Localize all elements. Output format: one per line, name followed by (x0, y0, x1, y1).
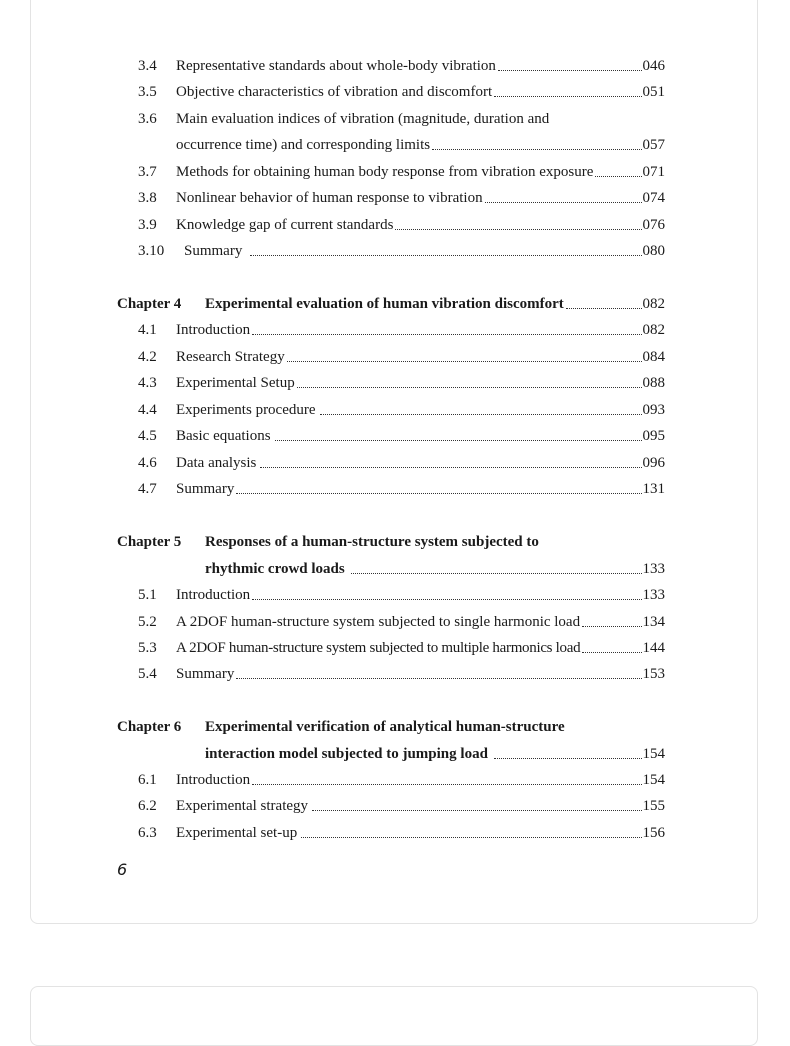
page-ref: 154 (642, 772, 665, 788)
leader-dots (494, 96, 641, 97)
page-ref: 076 (642, 217, 665, 233)
leader-dots (582, 652, 641, 653)
toc-chapter-6[interactable] (117, 715, 665, 737)
toc-chapter-5[interactable] (117, 530, 665, 552)
toc-entry-4-7[interactable] (138, 477, 665, 499)
toc-entry-5-4[interactable] (138, 662, 665, 684)
toc-chapter-4[interactable] (117, 292, 665, 314)
section-title: Introduction (176, 587, 251, 603)
page-ref: 153 (642, 666, 665, 682)
toc-entry-3-5[interactable] (138, 80, 665, 102)
page-number: 6 (117, 860, 128, 879)
chapter-number: Chapter 4 (117, 296, 182, 312)
leader-dots (287, 361, 642, 362)
section-number: 4.7 (138, 481, 157, 497)
leader-dots (395, 229, 641, 230)
leader-dots (252, 599, 641, 600)
page-ref: 144 (642, 640, 665, 656)
leader-dots (498, 70, 642, 71)
leader-dots (595, 176, 641, 177)
page-ref: 082 (642, 296, 665, 312)
section-title: Research Strategy (176, 349, 285, 365)
leader-dots (297, 387, 642, 388)
leader-dots (566, 308, 642, 309)
page-ref: 156 (642, 825, 665, 841)
section-title: Representative standards about whole-body vibration (176, 58, 496, 74)
page-ref: 155 (642, 798, 665, 814)
section-number: 5.3 (138, 640, 157, 656)
section-number: 4.1 (138, 322, 157, 338)
chapter-title: Responses of a human-structure system subjected to (205, 534, 539, 550)
page-ref: 080 (642, 243, 665, 259)
page-ref: 095 (642, 428, 665, 444)
toc-entry-6-2[interactable] (138, 794, 665, 816)
leader-dots (485, 202, 642, 203)
page-ref: 134 (642, 614, 665, 630)
page-ref: 133 (642, 561, 665, 577)
section-number: 4.3 (138, 375, 157, 391)
chapter-title: Experimental verification of analytical human-structure (205, 719, 565, 735)
page-ref: 084 (642, 349, 665, 365)
section-number: 5.1 (138, 587, 157, 603)
leader-dots (260, 467, 641, 468)
section-title: Objective characteristics of vibration and discomfort (176, 84, 493, 100)
section-number: 4.4 (138, 402, 157, 418)
toc-chapter-5-cont[interactable] (205, 557, 665, 579)
leader-dots (351, 573, 642, 574)
section-number: 4.6 (138, 455, 157, 471)
section-title: Data analysis (176, 455, 257, 471)
section-title: A 2DOF human-structure system subjected to multiple harmonics load (176, 640, 581, 656)
section-number: 4.5 (138, 428, 157, 444)
section-number: 6.3 (138, 825, 157, 841)
page-ref: 096 (642, 455, 665, 471)
chapter-title-cont: rhythmic crowd loads (205, 561, 345, 577)
section-number: 6.1 (138, 772, 157, 788)
section-number: 3.7 (138, 164, 157, 180)
leader-dots (320, 414, 642, 415)
leader-dots (275, 440, 642, 441)
toc-entry-4-1[interactable] (138, 318, 665, 340)
chapter-number: Chapter 5 (117, 534, 182, 550)
section-title: Experiments procedure (176, 402, 316, 418)
section-number: 6.2 (138, 798, 157, 814)
toc-entry-4-5[interactable] (138, 424, 665, 446)
page-ref: 093 (642, 402, 665, 418)
toc-entry-4-3[interactable] (138, 371, 665, 393)
toc-entry-3-10[interactable] (138, 239, 665, 261)
toc-entry-6-1[interactable] (138, 768, 665, 790)
section-title: Nonlinear behavior of human response to vibration (176, 190, 483, 206)
toc-entry-3-8[interactable] (138, 186, 665, 208)
section-title: Experimental strategy (176, 798, 309, 814)
section-title: Experimental Setup (176, 375, 295, 391)
toc-entry-5-1[interactable] (138, 583, 665, 605)
section-title: Summary (176, 666, 235, 682)
leader-dots (250, 255, 641, 256)
page-ref: 154 (642, 746, 665, 762)
section-number: 3.10 (138, 243, 165, 259)
section-title: Main evaluation indices of vibration (magnitude, duration and (176, 111, 550, 127)
page-ref: 057 (642, 137, 665, 153)
section-title: A 2DOF human-structure system subjected to single harmonic load (176, 614, 581, 630)
leader-dots (494, 758, 642, 759)
toc-entry-5-2[interactable] (138, 610, 665, 632)
section-number: 3.6 (138, 111, 157, 127)
toc-entry-6-3[interactable] (138, 821, 665, 843)
section-title: Basic equations (176, 428, 271, 444)
leader-dots (582, 626, 641, 627)
page-ref: 051 (642, 84, 665, 100)
leader-dots (236, 678, 641, 679)
section-number: 3.9 (138, 217, 157, 233)
leader-dots (312, 810, 641, 811)
section-number: 3.4 (138, 58, 157, 74)
chapter-title: Experimental evaluation of human vibration discomfort (205, 296, 564, 312)
page-ref: 082 (642, 322, 665, 338)
toc-entry-3-6[interactable] (138, 107, 665, 129)
leader-dots (432, 149, 641, 150)
toc-entry-5-3[interactable] (138, 636, 665, 658)
section-title: Knowledge gap of current standards (176, 217, 394, 233)
page-ref: 074 (642, 190, 665, 206)
toc-entry-3-7[interactable] (138, 160, 665, 182)
leader-dots (252, 784, 641, 785)
section-title: Introduction (176, 322, 251, 338)
toc-entry-4-6[interactable] (138, 451, 665, 473)
page-ref: 071 (642, 164, 665, 180)
toc-entry-3-9[interactable] (138, 213, 665, 235)
section-title: Experimental set-up (176, 825, 298, 841)
chapter-number: Chapter 6 (117, 719, 182, 735)
page-ref: 088 (642, 375, 665, 391)
section-title: Introduction (176, 772, 251, 788)
section-number: 5.2 (138, 614, 157, 630)
toc-entry-4-4[interactable] (138, 398, 665, 420)
leader-dots (252, 334, 641, 335)
leader-dots (301, 837, 641, 838)
section-title: Methods for obtaining human body response from vibration exposure (176, 164, 594, 180)
toc-chapter-6-cont[interactable] (205, 742, 665, 764)
section-title: Summary (184, 243, 243, 259)
chapter-title-cont: interaction model subjected to jumping load (205, 746, 488, 762)
toc-entry-3-4[interactable] (138, 54, 665, 76)
page-ref: 046 (642, 58, 665, 74)
section-number: 3.8 (138, 190, 157, 206)
section-number: 3.5 (138, 84, 157, 100)
section-title-cont: occurrence time) and corresponding limits (176, 137, 431, 153)
page-ref: 131 (642, 481, 665, 497)
page-ref: 133 (642, 587, 665, 603)
section-number: 4.2 (138, 349, 157, 365)
next-page-card (30, 986, 758, 1046)
toc-entry-3-6-cont[interactable] (176, 133, 665, 155)
leader-dots (236, 493, 641, 494)
section-number: 5.4 (138, 666, 157, 682)
section-title: Summary (176, 481, 235, 497)
toc-entry-4-2[interactable] (138, 345, 665, 367)
